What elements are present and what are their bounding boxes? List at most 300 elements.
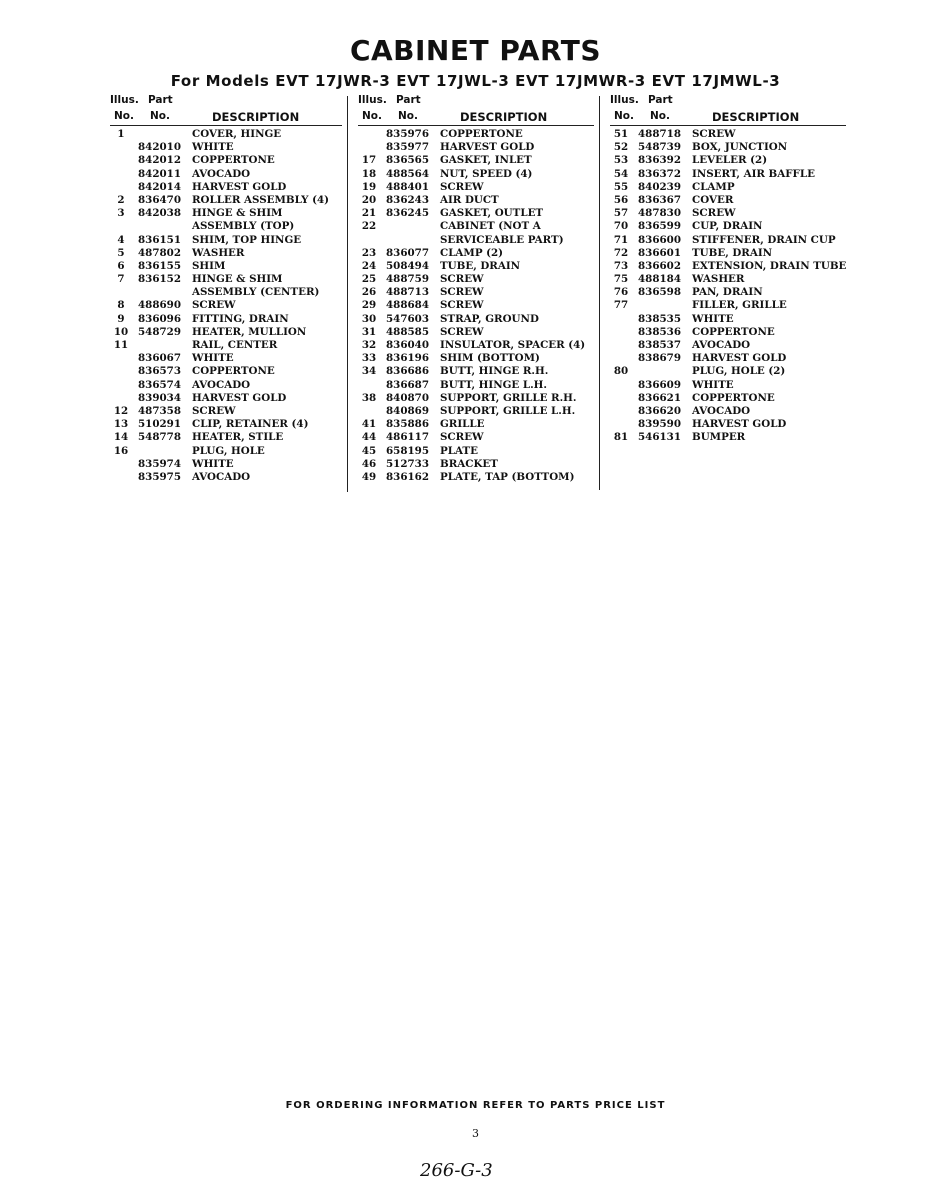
header-illus-no: No. [362,110,382,122]
part-description: SCREW [692,207,736,220]
part-description: EXTENSION, DRAIN TUBE [692,259,847,272]
table-row [358,234,594,247]
illus-number: 32 [361,339,377,351]
part-number: 838535 [638,312,681,325]
table-row [610,168,846,181]
illus-number: 13 [113,418,129,431]
illus-number: 3 [117,207,125,220]
part-description: COPPERTONE [192,365,275,378]
part-number: 486117 [386,431,429,444]
header-illus-no: No. [614,110,634,122]
part-description: SUPPORT, GRILLE L.H. [440,404,576,417]
table-row [610,352,846,365]
illus-number: 24 [361,259,377,272]
table-row [610,141,846,154]
table-row [110,168,342,181]
part-description: FILLER, GRILLE [692,299,787,312]
part-description: AVOCADO [192,378,251,391]
part-description: BUTT, HINGE L.H. [440,378,548,391]
table-row [358,194,594,207]
table-row [610,128,846,141]
illus-number: 29 [361,299,377,312]
part-number: 488184 [638,273,681,286]
illus-number: 30 [361,312,377,325]
part-description: SCREW [440,431,484,444]
part-description: COVER [692,193,734,206]
illus-number: 53 [613,154,629,167]
header-rule [610,125,846,126]
part-description: AIR DUCT [440,193,499,206]
part-number: 836598 [638,286,681,299]
illus-number: 18 [361,167,377,180]
table-row [358,141,594,154]
part-description: TUBE, DRAIN [692,246,773,259]
part-description: SCREW [440,273,484,286]
table-row [610,234,846,247]
part-number: 836599 [638,220,681,233]
illus-number: 80 [613,365,629,378]
part-description: SCREW [440,286,484,299]
illus-number: 4 [117,233,125,246]
part-description: CLAMP [692,180,735,193]
part-number: 836620 [638,404,681,417]
part-number: 836392 [638,154,681,167]
illus-number: 14 [113,431,129,444]
part-description: BOX, JUNCTION [692,141,788,154]
part-description: AVOCADO [692,404,751,417]
illus-number: 77 [613,299,629,312]
table-row [110,339,342,352]
illus-number: 72 [613,246,629,259]
table-row [110,128,342,141]
illus-number: 70 [613,220,629,233]
part-description: SCREW [692,128,736,140]
table-row [610,220,846,233]
illus-number: 9 [117,312,125,325]
header-description: DESCRIPTION [212,110,300,124]
table-row [110,326,342,339]
illus-number: 51 [613,128,629,140]
table-row [110,260,342,273]
table-row [358,405,594,418]
part-number: 839034 [138,391,181,404]
part-number: 836162 [386,470,429,483]
part-number: 838536 [638,325,681,338]
illus-number: 6 [117,259,125,272]
column-header [610,94,846,128]
illus-number: 49 [361,470,377,483]
table-row [358,392,594,405]
part-number: 546131 [638,431,681,444]
table-row [610,260,846,273]
table-row [110,273,342,286]
part-number: 836367 [638,193,681,206]
table-row [610,207,846,220]
part-description: HEATER, MULLION [192,325,307,338]
part-description: CUP, DRAIN [692,220,763,233]
part-number: 836155 [138,259,181,272]
part-number: 836602 [638,259,681,272]
part-number: 835974 [138,457,181,470]
part-description: HARVEST GOLD [192,391,287,404]
illus-number: 16 [113,444,129,457]
illus-number: 52 [613,141,629,154]
table-row [110,181,342,194]
header-part: Part [396,94,421,106]
part-description: COPPERTONE [692,325,775,338]
part-number: 836077 [386,246,429,259]
part-description: WASHER [192,246,245,259]
part-description: HINGE & SHIM [192,273,283,286]
header-description: DESCRIPTION [712,110,800,124]
part-number: 836574 [138,378,181,391]
part-number: 836245 [386,207,429,220]
illus-number: 12 [113,404,129,417]
table-row [610,431,846,444]
table-row [110,194,342,207]
table-row [610,299,846,312]
part-description: PLATE [440,444,478,457]
part-description: HINGE & SHIM [192,207,283,220]
table-row [610,405,846,418]
illus-number: 5 [117,246,125,259]
table-row [610,194,846,207]
table-row [110,405,342,418]
header-part: Part [148,94,173,106]
part-description: BUTT, HINGE R.H. [440,365,549,378]
part-description: SCREW [440,299,484,312]
part-description: WHITE [192,352,234,365]
part-number: 548729 [138,325,181,338]
ordering-footer: FOR ORDERING INFORMATION REFER TO PARTS PRICE LIST [285,1100,666,1111]
table-row [610,313,846,326]
illus-number: 8 [117,299,125,312]
table-row [358,273,594,286]
part-number: 836152 [138,273,181,286]
table-row [110,471,342,484]
part-number: 836372 [638,167,681,180]
part-description: CLAMP (2) [440,246,504,259]
illus-number: 46 [361,457,377,470]
parts-rows [110,128,342,484]
part-description: SCREW [192,299,236,312]
part-number: 835976 [386,128,429,140]
part-description: PAN, DRAIN [692,286,763,299]
table-row [358,365,594,378]
header-part: Part [648,94,673,106]
illus-number: 38 [361,391,377,404]
part-description: STRAP, GROUND [440,312,539,325]
table-row [610,379,846,392]
part-description: HARVEST GOLD [192,180,287,193]
part-number: 836243 [386,193,429,206]
part-description: COVER, HINGE [192,128,282,140]
table-row [110,313,342,326]
header-description: DESCRIPTION [460,110,548,124]
part-number: 488684 [386,299,429,312]
part-description: BUMPER [692,431,746,444]
illus-number: 71 [613,233,629,246]
part-number: 836686 [386,365,429,378]
table-row [358,458,594,471]
part-description: ASSEMBLY (CENTER) [192,286,320,299]
part-description: RAIL, CENTER [192,339,278,351]
table-row [358,128,594,141]
table-row [358,339,594,352]
illus-number: 55 [613,180,629,193]
part-description: PLUG, HOLE [192,444,265,457]
part-number: 836573 [138,365,181,378]
part-description: SHIM [192,259,226,272]
column-header [358,94,594,128]
part-description: STIFFENER, DRAIN CUP [692,233,836,246]
part-number: 487830 [638,207,681,220]
part-number: 838679 [638,352,681,365]
table-row [358,220,594,233]
part-description: AVOCADO [692,339,751,351]
illus-number: 57 [613,207,629,220]
part-number: 512733 [386,457,429,470]
table-row [110,365,342,378]
table-row [110,379,342,392]
part-number: 836609 [638,378,681,391]
illus-number: 41 [361,418,377,431]
table-row [110,445,342,458]
table-row [110,431,342,444]
part-number: 488713 [386,286,429,299]
part-number: 487358 [138,404,181,417]
models-subtitle: For Models EVT 17JWR-3 EVT 17JWL-3 EVT 17JMWR-3 EVT 17JMWL-3 [170,72,781,90]
table-row [358,286,594,299]
part-number: 842011 [138,167,181,180]
illus-number: 1 [117,128,125,140]
part-number: 836096 [138,312,181,325]
part-number: 838537 [638,339,681,351]
part-number: 836470 [138,193,181,206]
table-row [358,154,594,167]
part-description: SCREW [440,180,484,193]
illus-number: 44 [361,431,377,444]
part-description: GASKET, OUTLET [440,207,544,220]
table-row [358,379,594,392]
part-description: WHITE [692,312,734,325]
column-divider [599,96,600,490]
illus-number: 45 [361,444,377,457]
part-number: 840869 [386,404,429,417]
illus-number: 2 [117,193,125,206]
table-row [358,471,594,484]
part-description: WHITE [692,378,734,391]
table-row [110,207,342,220]
part-description: HEATER, STILE [192,431,284,444]
part-description: ASSEMBLY (TOP) [192,220,295,233]
table-row [110,141,342,154]
illus-number: 31 [361,325,377,338]
table-row [610,273,846,286]
part-description: WHITE [192,141,234,154]
illus-number: 11 [113,339,129,351]
part-number: 488718 [638,128,681,140]
part-description: CABINET (NOT A [440,220,541,233]
part-number: 842038 [138,207,181,220]
part-description: TUBE, DRAIN [440,259,521,272]
column-header [110,94,342,128]
illus-number: 20 [361,193,377,206]
part-number: 836196 [386,352,429,365]
part-number: 836687 [386,378,429,391]
part-number: 836040 [386,339,429,351]
illus-number: 21 [361,207,377,220]
part-number: 548739 [638,141,681,154]
part-number: 842012 [138,154,181,167]
part-description: ROLLER ASSEMBLY (4) [192,193,330,206]
part-description: WHITE [192,457,234,470]
part-description: CLIP, RETAINER (4) [192,418,309,431]
table-row [358,181,594,194]
part-number: 836151 [138,233,181,246]
table-row [110,458,342,471]
part-number: 839590 [638,418,681,431]
part-number: 835977 [386,141,429,154]
header-rule [358,125,594,126]
part-description: COPPERTONE [192,154,275,167]
table-row [610,418,846,431]
illus-number: 7 [117,273,125,286]
table-row [358,326,594,339]
part-description: AVOCADO [192,470,251,483]
illus-number: 76 [613,286,629,299]
table-row [110,247,342,260]
part-number: 842014 [138,180,181,193]
header-illus: Illus. [610,94,639,106]
table-row [358,260,594,273]
illus-number: 17 [361,154,377,167]
table-row [358,299,594,312]
part-number: 488585 [386,325,429,338]
part-number: 840239 [638,180,681,193]
table-row [110,392,342,405]
part-description: GRILLE [440,418,485,431]
part-description: SERVICEABLE PART) [440,233,564,246]
table-row [110,299,342,312]
illus-number: 54 [613,167,629,180]
header-part-no: No. [650,110,670,122]
part-number: 508494 [386,259,429,272]
table-row [110,220,342,233]
header-rule [110,125,342,126]
illus-number: 81 [613,431,629,444]
part-description: INSULATOR, SPACER (4) [440,339,586,351]
table-row [358,445,594,458]
illus-number: 25 [361,273,377,286]
part-description: SHIM (BOTTOM) [440,352,540,365]
part-number: 488690 [138,299,181,312]
part-number: 836067 [138,352,181,365]
table-row [610,326,846,339]
part-number: 548778 [138,431,181,444]
illus-number: 73 [613,259,629,272]
part-description: GASKET, INLET [440,154,532,167]
part-number: 488759 [386,273,429,286]
parts-column-2 [358,94,594,484]
parts-rows [358,128,594,484]
table-row [358,418,594,431]
table-row [610,181,846,194]
part-number: 842010 [138,141,181,154]
part-description: HARVEST GOLD [692,418,787,431]
parts-column-3 [610,94,846,445]
part-number: 836565 [386,154,429,167]
part-description: BRACKET [440,457,498,470]
table-row [610,247,846,260]
header-illus: Illus. [358,94,387,106]
table-row [610,286,846,299]
part-description: SCREW [440,325,484,338]
part-description: AVOCADO [192,167,251,180]
part-description: LEVELER (2) [692,154,768,167]
header-part-no: No. [398,110,418,122]
part-number: 510291 [138,418,181,431]
illus-number: 34 [361,365,377,378]
parts-rows [610,128,846,445]
part-number: 836621 [638,391,681,404]
part-number: 835975 [138,470,181,483]
part-description: NUT, SPEED (4) [440,167,533,180]
table-row [110,234,342,247]
part-description: COPPERTONE [440,128,523,140]
illus-number: 10 [113,325,129,338]
table-row [358,313,594,326]
part-description: PLATE, TAP (BOTTOM) [440,470,575,483]
part-number: 488564 [386,167,429,180]
part-description: FITTING, DRAIN [192,312,289,325]
column-divider [347,96,348,492]
illus-number: 23 [361,246,377,259]
table-row [358,352,594,365]
part-description: COPPERTONE [692,391,775,404]
part-number: 658195 [386,444,429,457]
part-description: HARVEST GOLD [440,141,535,154]
illus-number: 56 [613,193,629,206]
table-row [110,418,342,431]
table-row [610,154,846,167]
handwritten-note: 266-G-3 [420,1160,493,1181]
table-row [358,431,594,444]
table-row [610,392,846,405]
illus-number: 22 [361,220,377,233]
table-row [610,339,846,352]
page-title: CABINET PARTS [349,34,602,67]
part-number: 547603 [386,312,429,325]
part-description: SCREW [192,404,236,417]
table-row [358,207,594,220]
table-row [358,168,594,181]
header-illus: Illus. [110,94,139,106]
part-number: 836601 [638,246,681,259]
illus-number: 19 [361,180,377,193]
illus-number: 33 [361,352,377,365]
part-description: WASHER [692,273,745,286]
part-description: SUPPORT, GRILLE R.H. [440,391,577,404]
illus-number: 75 [613,273,629,286]
table-row [110,154,342,167]
table-row [610,365,846,378]
part-number: 835886 [386,418,429,431]
header-illus-no: No. [114,110,134,122]
part-number: 836600 [638,233,681,246]
header-part-no: No. [150,110,170,122]
parts-column-1 [110,94,342,484]
